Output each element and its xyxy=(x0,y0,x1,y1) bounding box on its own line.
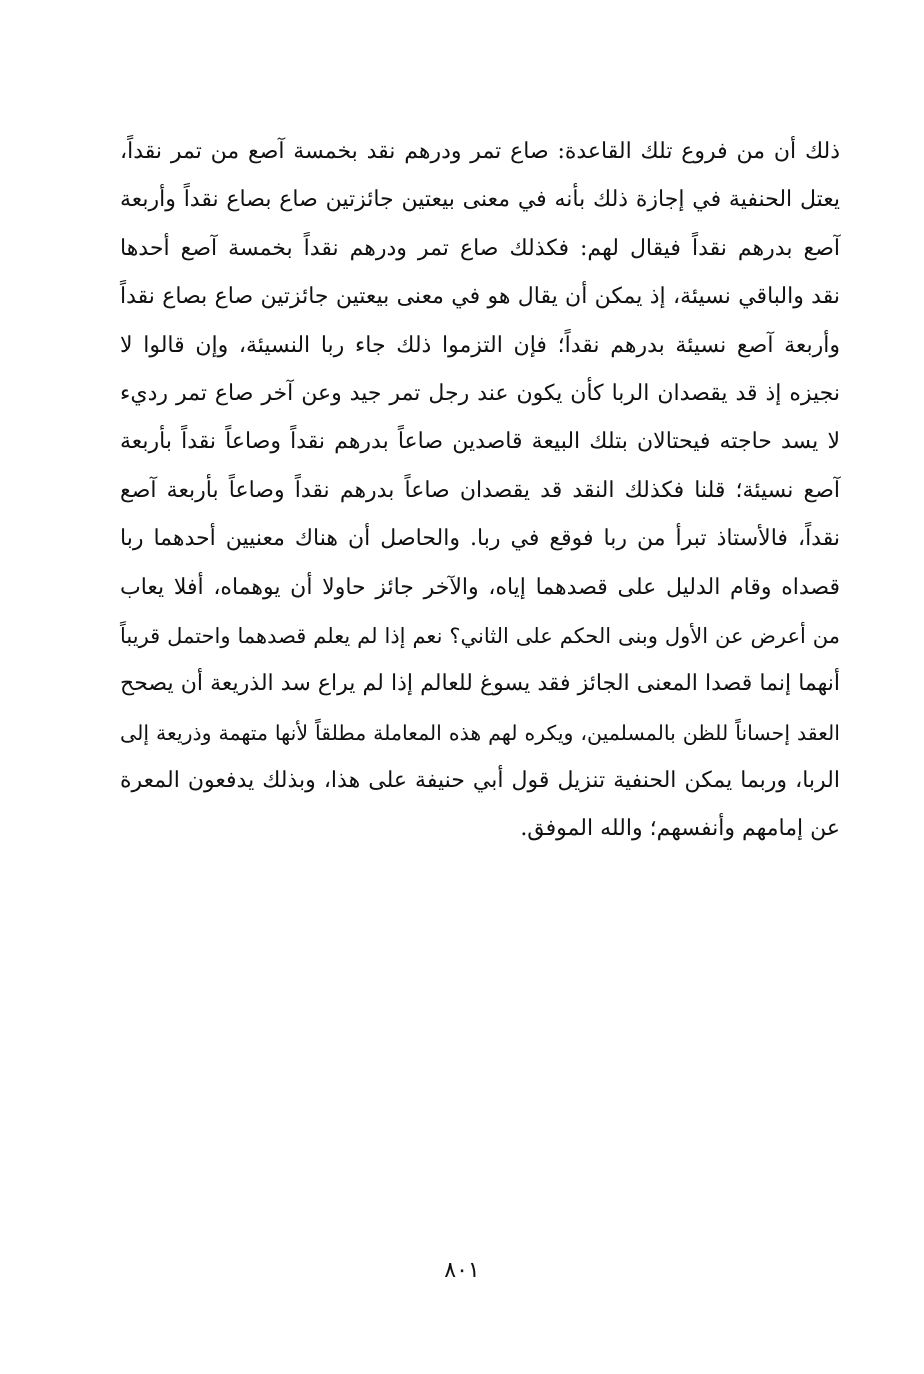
text-line-5: وأربعة آصع نسيئة بدرهم نقداً؛ فإن التزموا ذلك جاء ربا النسيئة، وإن قالوا لا xyxy=(120,332,840,358)
text-line-4: نقد والباقي نسيئة، إذ يمكن أن يقال هو في معنى بيعتين جائزتين صاع بصاع نقداً xyxy=(120,284,840,310)
text-line-7: لا يسد حاجته فيحتالان بتلك البيعة قاصدين صاعاً بدرهم نقداً وصاعاً نقداً بأربعة xyxy=(120,429,840,455)
text-line-10: قصداه وقام الدليل على قصدهما إياه، والآخر جائز حاولا أن يوهماه، أفلا يعاب xyxy=(120,574,840,600)
text-line-11: من أعرض عن الأول وبنى الحكم على الثاني؟ نعم إذا لم يعلم قصدهما واحتمل قريباً xyxy=(120,623,840,648)
text-line-13: العقد إحساناً للظن بالمسلمين، ويكره لهم هذه المعاملة مطلقاً لأنها متهمة وذريعة إلى xyxy=(120,720,840,745)
text-line-3: آصع بدرهم نقداً فيقال لهم: فكذلك صاع تمر ودرهم نقداً بخمسة آصع أحدها xyxy=(120,235,840,261)
text-line-6: نجيزه إذ قد يقصدان الربا كأن يكون عند رجل تمر جيد وعن آخر صاع تمر رديء xyxy=(120,380,840,406)
text-line-1: ذلك أن من فروع تلك القاعدة: صاع تمر ودرهم نقد بخمسة آصع من تمر نقداً، xyxy=(120,139,840,164)
text-line-9: نقداً، فالأستاذ تبرأ من ربا فوقع في ربا. والحاصل أن هناك معنيين أحدهما ربا xyxy=(120,526,840,552)
text-line-8: آصع نسيئة؛ قلنا فكذلك النقد قد يقصدان صاعاً بدرهم نقداً وصاعاً بأربعة آصع xyxy=(120,477,840,503)
text-line-2: يعتل الحنفية في إجازة ذلك بأنه في معنى بيعتين جائزتين صاع بصاع نقداً وأربعة xyxy=(120,187,840,213)
body-text xyxy=(120,128,840,854)
text-line-12: أنهما إنما قصدا المعنى الجائز فقد يسوغ للعالم إذا لم يراع سد الذريعة أن يصحح xyxy=(120,671,840,697)
page-number: ٨٠١ xyxy=(444,1258,480,1283)
text-line-15: عن إمامهم وأنفسهم؛ والله الموفق. xyxy=(520,816,840,842)
text-line-14: الربا، وربما يمكن الحنفية تنزيل قول أبي حنيفة على هذا، وبذلك يدفعون المعرة xyxy=(120,768,840,794)
